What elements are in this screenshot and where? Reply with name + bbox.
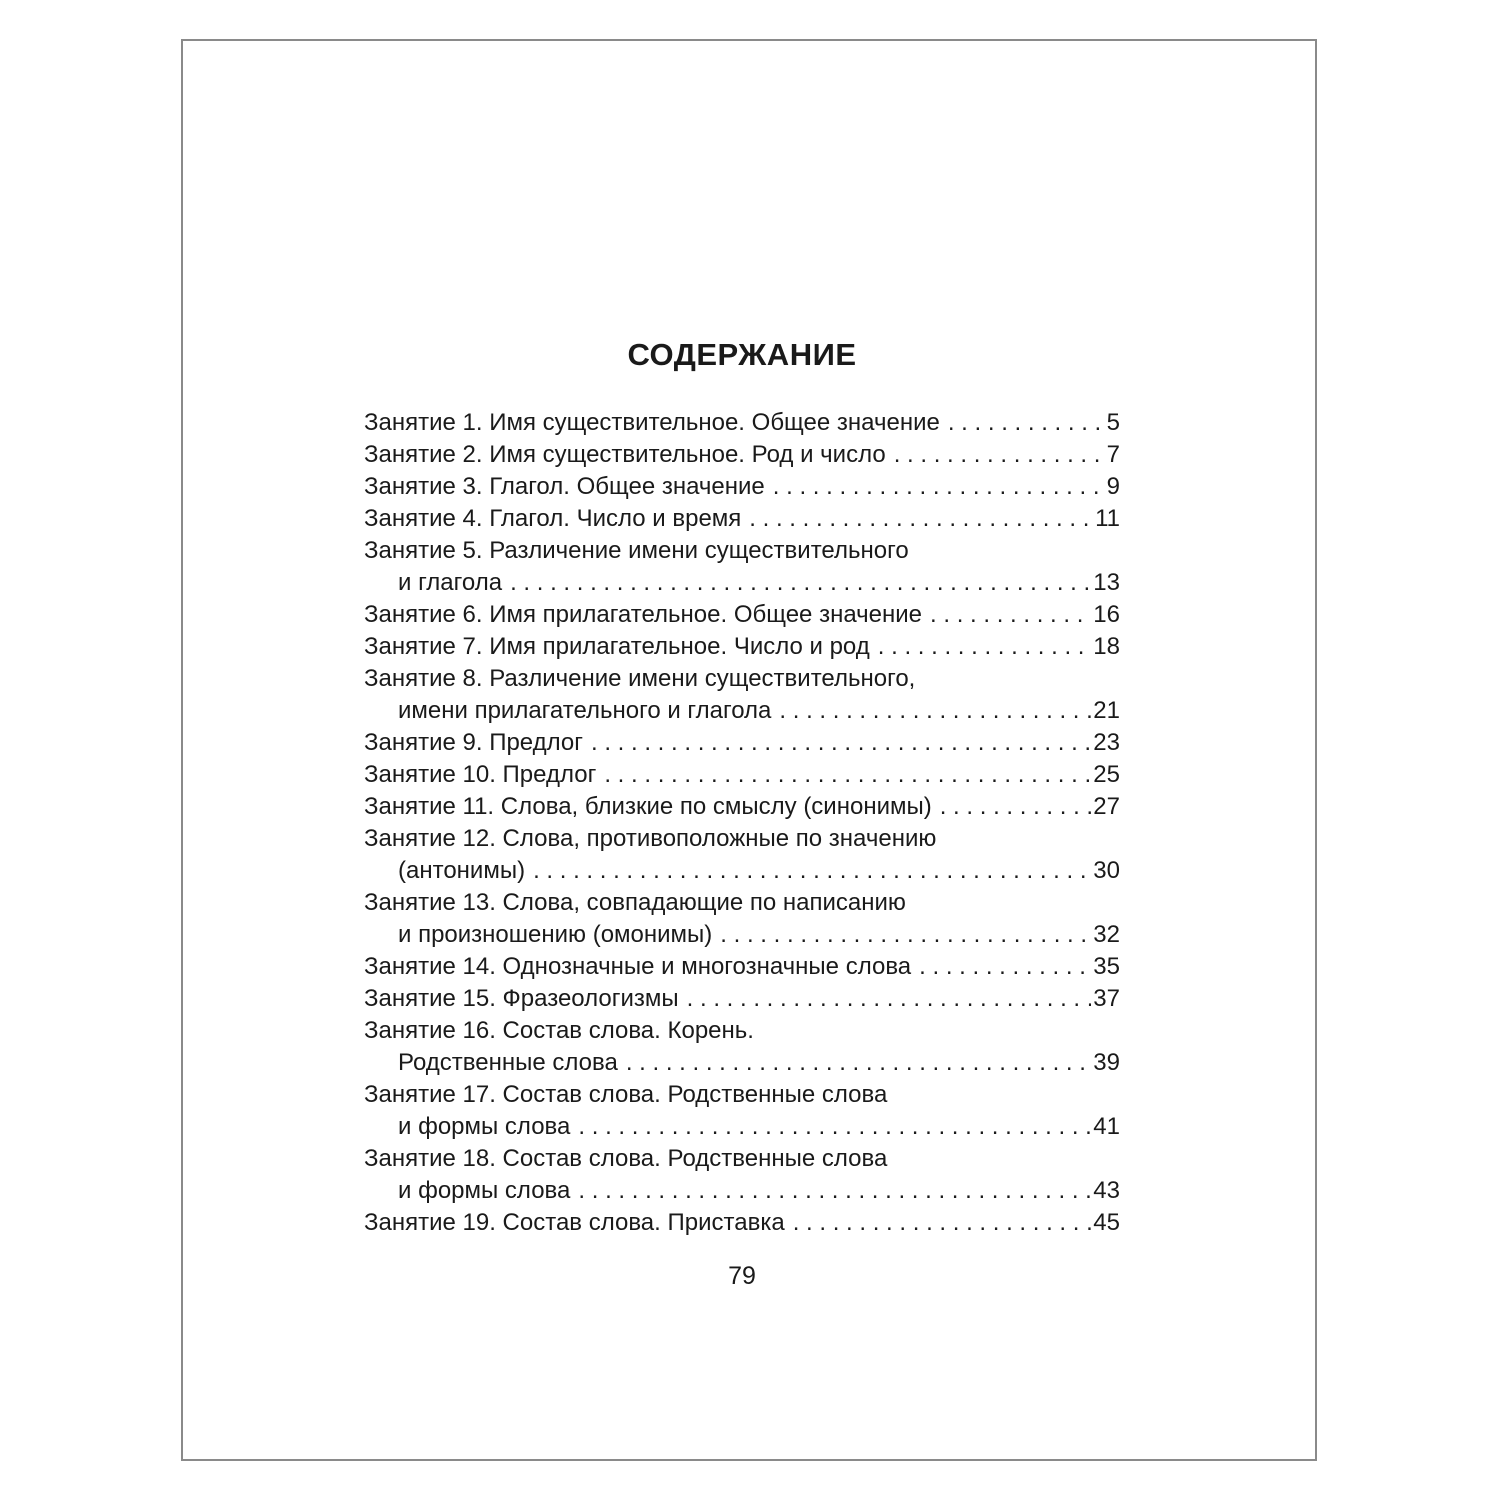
toc-entry-page: 7: [1106, 441, 1120, 468]
toc-entry: [364, 535, 1120, 567]
toc-entry-title: Занятие 3. Глагол. Общее значение: [364, 473, 765, 500]
toc-entry-page: 25: [1093, 761, 1120, 788]
toc-entry-title: Занятие 6. Имя прилагательное. Общее значение: [364, 601, 923, 628]
toc-entry-page: 39: [1093, 1049, 1120, 1076]
toc-entry-continuation: [364, 1111, 1120, 1143]
dot-leader: [604, 759, 1091, 791]
dot-leader: [894, 439, 1105, 471]
toc-entry-title: Занятие 14. Однозначные и многозначные слова: [364, 953, 912, 980]
dot-leader: [773, 471, 1105, 503]
toc-entry: [364, 471, 1120, 503]
toc-entry: [364, 727, 1120, 759]
toc-entry-page: 32: [1093, 921, 1120, 948]
toc-entry-title-cont: Родственные слова: [398, 1049, 618, 1076]
toc-entry-title: Занятие 15. Фразеологизмы: [364, 985, 679, 1012]
toc-entry-page: 45: [1093, 1209, 1120, 1236]
toc-entry: [364, 439, 1120, 471]
toc-entry-page: 11: [1095, 505, 1120, 532]
toc-entry-title: Занятие 7. Имя прилагательное. Число и род: [364, 633, 870, 660]
toc-entry-page: 41: [1093, 1113, 1120, 1140]
toc-entry-title-cont: и формы слова: [398, 1177, 571, 1204]
toc-entry-page: 18: [1093, 633, 1120, 660]
toc-entry: [364, 983, 1120, 1015]
toc-entry-title: Занятие 18. Состав слова. Родственные слова: [364, 1145, 888, 1172]
dot-leader: [948, 407, 1105, 439]
dot-leader: [779, 695, 1091, 727]
toc-entry-continuation: [364, 1175, 1120, 1207]
toc-entry-page: 13: [1093, 569, 1120, 596]
toc-entry-continuation: [364, 1047, 1120, 1079]
toc-entry-continuation: [364, 695, 1120, 727]
dot-leader: [793, 1207, 1092, 1239]
toc-entry-title-cont: (антонимы): [398, 857, 526, 884]
toc-entry-title: Занятие 2. Имя существительное. Род и число: [364, 441, 886, 468]
toc-entry-title: Занятие 16. Состав слова. Корень.: [364, 1017, 754, 1044]
dot-leader: [626, 1047, 1091, 1079]
toc-entry-page: 43: [1093, 1177, 1120, 1204]
toc-entry-title-cont: и произношению (омонимы): [398, 921, 713, 948]
toc-entry: [364, 663, 1120, 695]
toc-entry-page: 37: [1093, 985, 1120, 1012]
toc-entry: [364, 823, 1120, 855]
toc-entry-title: Занятие 9. Предлог: [364, 729, 583, 756]
toc-entry-page: 16: [1093, 601, 1120, 628]
toc-entry-page: 5: [1106, 409, 1120, 436]
toc-entry: [364, 599, 1120, 631]
toc-entry-title: Занятие 11. Слова, близкие по смыслу (синонимы): [364, 793, 932, 820]
toc-entry-title: Занятие 10. Предлог: [364, 761, 597, 788]
toc-entry-title: Занятие 1. Имя существительное. Общее значение: [364, 409, 940, 436]
toc-entry-title-cont: и глагола: [398, 569, 503, 596]
toc-entry: [364, 1079, 1120, 1111]
toc-entry-page: 27: [1093, 793, 1120, 820]
toc-entry-page: 23: [1093, 729, 1120, 756]
toc-entry-title: Занятие 12. Слова, противоположные по значению: [364, 825, 937, 852]
dot-leader: [919, 951, 1091, 983]
dot-leader: [930, 599, 1091, 631]
toc-entry: [364, 631, 1120, 663]
toc-entry: [364, 1143, 1120, 1175]
toc-entry-title-cont: имени прилагательного и глагола: [398, 697, 772, 724]
toc-entry-page: 9: [1106, 473, 1120, 500]
toc-entry-title: Занятие 4. Глагол. Число и время: [364, 505, 742, 532]
toc-entry: [364, 407, 1120, 439]
toc-entry: [364, 1015, 1120, 1047]
dot-leader: [878, 631, 1092, 663]
toc-entry-page: 21: [1093, 697, 1120, 724]
toc-entry: [364, 503, 1120, 535]
toc-entry-page: 30: [1093, 857, 1120, 884]
toc-entry-continuation: [364, 567, 1120, 599]
toc-entry-page: 35: [1093, 953, 1120, 980]
toc-entry: [364, 1207, 1120, 1239]
toc-entry: [364, 887, 1120, 919]
toc-entry-continuation: [364, 919, 1120, 951]
table-of-contents: [364, 407, 1120, 1239]
dot-leader: [510, 567, 1091, 599]
page-number: 79: [728, 1262, 756, 1290]
toc-entry-title: Занятие 17. Состав слова. Родственные слова: [364, 1081, 888, 1108]
toc-entry-continuation: [364, 855, 1120, 887]
dot-leader: [749, 503, 1093, 535]
dot-leader: [720, 919, 1091, 951]
dot-leader: [940, 791, 1092, 823]
toc-entry-title-cont: и формы слова: [398, 1113, 571, 1140]
toc-entry-title: Занятие 13. Слова, совпадающие по написанию: [364, 889, 906, 916]
toc-entry: [364, 951, 1120, 983]
dot-leader: [687, 983, 1092, 1015]
dot-leader: [578, 1175, 1091, 1207]
page-title: СОДЕРЖАНИЕ: [627, 337, 857, 372]
dot-leader: [578, 1111, 1091, 1143]
toc-entry: [364, 791, 1120, 823]
toc-entry-title: Занятие 5. Различение имени существительного: [364, 537, 909, 564]
dot-leader: [591, 727, 1091, 759]
toc-entry-title: Занятие 8. Различение имени существительного,: [364, 665, 916, 692]
toc-entry-title: Занятие 19. Состав слова. Приставка: [364, 1209, 785, 1236]
dot-leader: [533, 855, 1091, 887]
toc-entry: [364, 759, 1120, 791]
